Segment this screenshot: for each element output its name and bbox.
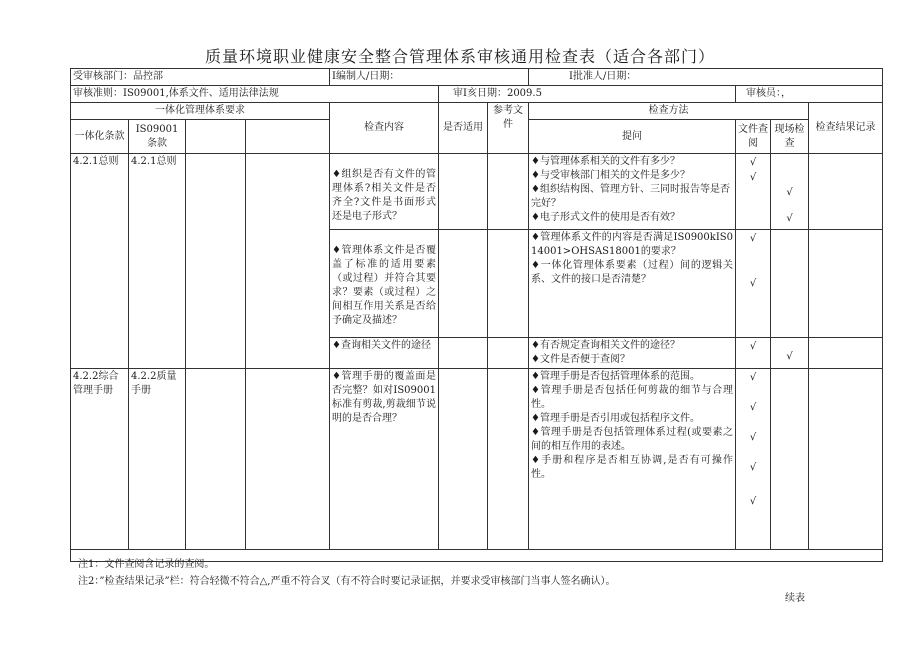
auditor-label: 审核员：，	[736, 86, 883, 103]
reference-cell	[488, 369, 529, 550]
question-item: ♦电子形式文件的使用是否有效？	[531, 212, 680, 223]
check-mark	[738, 415, 768, 430]
check-mark	[738, 475, 768, 490]
site-check-cell	[771, 154, 809, 230]
check-mark: √	[749, 278, 757, 289]
question-item: ♦有否规定查询相关文件的途径？	[531, 340, 680, 351]
blank-cell	[186, 154, 246, 369]
dept-label: 受审核部门：品控部	[71, 69, 330, 86]
content-header: 检查内容	[330, 103, 439, 154]
question-item: ♦管理手册是否引用或包括程序文件。	[531, 413, 700, 424]
table-row	[71, 154, 883, 230]
note-1: 注1：文件查阅含记录的查阅。	[78, 559, 215, 570]
applicable-header: 是否适用	[439, 103, 488, 154]
iso-clause-cell: 4.2.1总则	[129, 154, 186, 369]
result-header: 检查结果记录	[809, 103, 883, 154]
meta-row-2	[71, 86, 883, 103]
site-check-cell	[771, 369, 809, 550]
site-check-cell	[771, 338, 809, 369]
question-item: ♦一体化管理体系要素（过程）间的逻辑关系、文件的接口是否清楚？	[531, 260, 733, 285]
audit-checklist-table	[70, 68, 883, 562]
blank-cell	[186, 369, 246, 550]
site-check-header: 现场检查	[771, 120, 809, 154]
continued-label: 续表	[785, 593, 805, 604]
check-mark: √	[749, 402, 757, 413]
author-label: I编制人/日期：	[330, 69, 529, 86]
content-cell: ♦管理体系文件是否覆盖了标准的适用要素（或过程）并符合其要求？要素（或过程）之间相互作用关系是否给予确定及描述？	[330, 230, 439, 338]
doc-check-cell	[736, 338, 771, 369]
approver-label: I批准人/日期：	[529, 69, 883, 86]
check-mark	[738, 261, 768, 276]
check-mark: √	[749, 157, 757, 168]
content-cell: ♦管理手册的覆盖面是否完整？如对IS09001标准有剪裁,剪裁细节说明的是否合理？	[330, 369, 439, 550]
check-mark: √	[749, 233, 757, 244]
content-cell: ♦组织是否有文件的管理体系?相关文件是否齐全?文件是书面形式还是电子形式？	[330, 154, 439, 230]
question-cell	[529, 154, 736, 230]
check-mark	[773, 170, 806, 185]
audit-date	[439, 86, 736, 103]
question-item: ♦文件是否便于查阅？	[531, 354, 630, 365]
doc-check-cell	[736, 369, 771, 550]
question-item: ♦管理手册是否包括任何剪裁的细节与合理性。	[531, 385, 733, 410]
content-cell: ♦查询相关文件的途径	[330, 338, 439, 369]
question-item: ♦与受审核部门相关的文件是多少？	[531, 170, 690, 181]
question-cell	[529, 230, 736, 338]
clause-cell: 4.2.2综合管理手册	[71, 369, 129, 550]
method-header: 检查方法	[529, 103, 809, 120]
clause-iso-header: IS09001条款	[129, 120, 186, 154]
reference-cell	[488, 338, 529, 369]
blank-cell	[246, 154, 330, 369]
check-mark	[773, 339, 806, 349]
question-item: ♦手册和程序是否相互协调,是否有可操作性。	[531, 455, 733, 480]
result-cell	[809, 369, 883, 550]
reference-cell	[488, 154, 529, 230]
question-item: ♦管理体系文件的内容是否满足IS0900kIS014001>OHSAS18001的要求？	[531, 232, 733, 257]
check-mark: √	[786, 351, 793, 362]
check-mark: √	[749, 172, 757, 183]
check-mark	[738, 445, 768, 460]
note-2: 注2：”检查结果记录”栏：符合轻微不符合△,严重不符合叉（有不符合时要记录证据，并要求受审核部门当事人签名确认）。	[78, 576, 616, 587]
audit-date-label: 审I亥日期：	[453, 88, 507, 99]
req-group-header: 一体化管理体系要求	[71, 103, 330, 120]
table-row	[71, 369, 883, 550]
question-cell	[529, 338, 736, 369]
question-item: ♦与管理体系相关的文件有多少？	[531, 156, 680, 167]
applicable-cell	[439, 338, 488, 369]
question-item: ♦组织结构图、管理方针、三同时报告等是否完好？	[531, 184, 730, 209]
page-title: 质量环境职业健康安全整合管理体系审核通用检查表（适合各部门）	[204, 47, 715, 66]
reference-header: 参考文件	[488, 103, 529, 154]
check-mark: √	[786, 187, 793, 198]
check-mark: √	[749, 372, 757, 383]
applicable-cell	[439, 369, 488, 550]
reference-cell	[488, 230, 529, 338]
doc-review-header: 文件查阅	[736, 120, 771, 154]
audit-date-value: 2009.5	[506, 88, 542, 99]
result-cell	[809, 338, 883, 369]
check-mark	[738, 246, 768, 261]
check-mark: √	[749, 462, 757, 473]
check-mark: √	[786, 213, 793, 224]
applicable-cell	[439, 230, 488, 338]
header-row-1	[71, 103, 883, 120]
doc-check-cell	[736, 154, 771, 230]
question-header: 提问	[529, 120, 736, 154]
clause-integrated-header: 一体化条款	[71, 120, 129, 154]
check-mark	[773, 155, 806, 170]
doc-check-cell	[736, 230, 771, 338]
blank-header-2	[246, 120, 330, 154]
blank-header-1	[186, 120, 246, 154]
meta-row-1	[71, 69, 883, 86]
question-item: ♦管理手册是否包括管理体系的范围。	[531, 371, 700, 382]
site-check-cell	[771, 230, 809, 338]
clause-cell: 4.2.1总则	[71, 154, 129, 369]
question-item: ♦管理手册是否包括管理体系过程(或要素之间的相互作用的表述。	[531, 427, 733, 452]
check-mark	[738, 385, 768, 400]
question-cell	[529, 369, 736, 550]
check-mark: √	[749, 496, 757, 507]
iso-clause-cell: 4.2.2质量手册	[129, 369, 186, 550]
result-cell	[809, 230, 883, 338]
check-mark: √	[749, 432, 757, 443]
result-cell	[809, 154, 883, 230]
check-mark: √	[749, 341, 757, 352]
applicable-cell	[439, 154, 488, 230]
blank-cell	[246, 369, 330, 550]
criteria-label: 审核准则：IS09001,体系文件、适用法律法规	[71, 86, 439, 103]
